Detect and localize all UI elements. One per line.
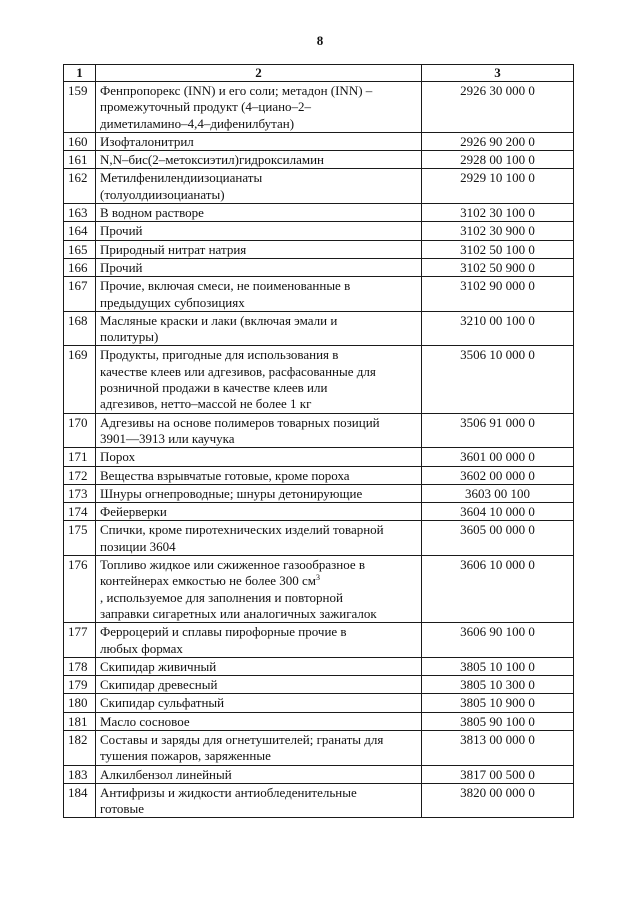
table-row — [64, 676, 574, 694]
tn-ved-code: 3817 00 500 0 — [422, 765, 574, 783]
description-line: Алкилбензол линейный — [100, 766, 232, 782]
row-number: 169 — [64, 346, 96, 413]
row-number: 163 — [64, 204, 96, 222]
description-line: В водном растворе — [100, 205, 204, 221]
description-line-cont: , используемое для заполнения и повторной — [100, 589, 343, 605]
description-line: заправки сигаретных или аналогичных зажигалок — [100, 605, 377, 621]
row-number: 170 — [64, 413, 96, 448]
tn-ved-code: 3601 00 000 0 — [422, 448, 574, 466]
item-description — [96, 521, 422, 556]
item-description — [96, 783, 422, 818]
row-number: 162 — [64, 169, 96, 204]
item-description — [96, 413, 422, 448]
description-line: Масляные краски и лаки (включая эмали и — [100, 312, 338, 328]
table-row — [64, 484, 574, 502]
tn-ved-code: 3102 90 000 0 — [422, 277, 574, 312]
table-row — [64, 311, 574, 346]
description-line: политуры) — [100, 329, 159, 345]
item-description — [96, 277, 422, 312]
goods-table — [63, 64, 574, 818]
item-description — [96, 346, 422, 413]
item-description — [96, 240, 422, 258]
item-description — [96, 765, 422, 783]
table-row — [64, 783, 574, 818]
table-row — [64, 694, 574, 712]
unit-superscript: 3 — [316, 573, 321, 583]
row-number: 166 — [64, 258, 96, 276]
row-number: 184 — [64, 783, 96, 818]
tn-ved-code: 2926 90 200 0 — [422, 132, 574, 150]
description-line: Прочий — [100, 259, 143, 275]
table-row — [64, 169, 574, 204]
tn-ved-code: 3210 00 100 0 — [422, 311, 574, 346]
description-line: Скипидар живичный — [100, 658, 217, 674]
row-number: 168 — [64, 311, 96, 346]
item-description — [96, 169, 422, 204]
description-line: Фенпропорекс (INN) и его соли; метадон (INN) – — [100, 83, 373, 98]
column-header-2: 2 — [96, 65, 422, 82]
table-row — [64, 132, 574, 150]
table-row — [64, 448, 574, 466]
table-row — [64, 204, 574, 222]
tn-ved-code: 3820 00 000 0 — [422, 783, 574, 818]
table-row — [64, 503, 574, 521]
column-header-3: 3 — [422, 65, 574, 82]
tn-ved-code: 3102 30 100 0 — [422, 204, 574, 222]
description-line: 3901—3913 или каучука — [100, 430, 235, 446]
description-line: Масло сосновое — [100, 713, 190, 729]
table-row — [64, 556, 574, 623]
row-number: 173 — [64, 484, 96, 502]
item-description — [96, 503, 422, 521]
tn-ved-code: 3805 10 300 0 — [422, 676, 574, 694]
description-line: Составы и заряды для огнетушителей; гранаты для — [100, 731, 384, 747]
row-number: 180 — [64, 694, 96, 712]
description-line: готовые — [100, 801, 144, 817]
description-line: Ферроцерий и сплавы пирофорные прочие в — [100, 624, 347, 640]
item-description — [96, 694, 422, 712]
row-number: 159 — [64, 82, 96, 133]
row-number: 165 — [64, 240, 96, 258]
description-line: предыдущих субпозициях — [100, 294, 245, 310]
tn-ved-code: 3805 10 100 0 — [422, 657, 574, 675]
item-description — [96, 712, 422, 730]
page-number: 8 — [316, 33, 324, 48]
item-description — [96, 676, 422, 694]
table-row — [64, 222, 574, 240]
tn-ved-code: 3602 00 000 0 — [422, 466, 574, 484]
tn-ved-code: 2928 00 100 0 — [422, 151, 574, 169]
table-row — [64, 623, 574, 658]
row-number: 181 — [64, 712, 96, 730]
description-line: Адгезивы на основе полимеров товарных позиций — [100, 414, 380, 430]
tn-ved-code: 3102 50 100 0 — [422, 240, 574, 258]
item-description — [96, 484, 422, 502]
tn-ved-code: 3605 00 000 0 — [422, 521, 574, 556]
table-row — [64, 277, 574, 312]
row-number: 160 — [64, 132, 96, 150]
description-line: Антифризы и жидкости антиобледенительные — [100, 784, 357, 800]
row-number: 167 — [64, 277, 96, 312]
tn-ved-code: 3606 90 100 0 — [422, 623, 574, 658]
table-row — [64, 466, 574, 484]
row-number: 172 — [64, 466, 96, 484]
item-description — [96, 82, 422, 133]
description-line: Прочий — [100, 223, 143, 239]
item-description — [96, 466, 422, 484]
description-line: Природный нитрат натрия — [100, 241, 247, 257]
description-line: качестве клеев или адгезивов, расфасованные для — [100, 363, 376, 379]
table-row — [64, 413, 574, 448]
description-line: адгезивов, нетто–массой не более 1 кг — [100, 396, 312, 412]
description-line: контейнерах емкостью не более 300 см — [100, 573, 317, 589]
description-line: Шнуры огнепроводные; шнуры детонирующие — [100, 485, 363, 501]
item-description — [96, 448, 422, 466]
column-header-1: 1 — [64, 65, 96, 82]
description-line: Прочие, включая смеси, не поименованные в — [100, 278, 351, 294]
tn-ved-code: 3813 00 000 0 — [422, 730, 574, 765]
row-number: 164 — [64, 222, 96, 240]
tn-ved-code: 3506 10 000 0 — [422, 346, 574, 413]
tn-ved-code: 2926 30 000 0 — [422, 82, 574, 133]
table-row — [64, 730, 574, 765]
tn-ved-code: 3604 10 000 0 — [422, 503, 574, 521]
table-row — [64, 346, 574, 413]
tn-ved-code: 3603 00 100 — [422, 484, 574, 502]
table-row — [64, 657, 574, 675]
description-line: Скипидар сульфатный — [100, 695, 225, 711]
table-row — [64, 765, 574, 783]
table-row — [64, 712, 574, 730]
description-line: тушения пожаров, заряженные — [100, 748, 271, 764]
description-line: Изофталонитрил — [100, 133, 194, 149]
item-description — [96, 556, 422, 623]
item-description — [96, 623, 422, 658]
tn-ved-code: 3102 30 900 0 — [422, 222, 574, 240]
description-line: Метилфенилендиизоцианаты — [100, 170, 263, 186]
description-line: Скипидар древесный — [100, 677, 218, 693]
row-number: 176 — [64, 556, 96, 623]
description-line: розничной продажи в качестве клеев или — [100, 380, 328, 396]
table-row — [64, 258, 574, 276]
tn-ved-code: 3805 90 100 0 — [422, 712, 574, 730]
description-line: любых формах — [100, 640, 183, 656]
tn-ved-code: 3606 10 000 0 — [422, 556, 574, 623]
description-line: промежуточный продукт (4–циано–2– — [100, 99, 312, 115]
tn-ved-code: 3506 91 000 0 — [422, 413, 574, 448]
description-line: Топливо жидкое или сжиженное газообразное в — [100, 557, 366, 573]
tn-ved-code: 3805 10 900 0 — [422, 694, 574, 712]
description-line: (толуолдиизоцианаты) — [100, 186, 225, 202]
table-row — [64, 240, 574, 258]
row-number: 161 — [64, 151, 96, 169]
description-line: Вещества взрывчатые готовые, кроме пороха — [100, 467, 350, 483]
table-row — [64, 521, 574, 556]
description-line: Спички, кроме пиротехнических изделий товарной — [100, 522, 384, 538]
item-description — [96, 311, 422, 346]
description-line: Продукты, пригодные для использования в — [100, 347, 339, 363]
description-line: позиции 3604 — [100, 538, 176, 554]
tn-ved-code: 2929 10 100 0 — [422, 169, 574, 204]
item-description — [96, 222, 422, 240]
row-number: 182 — [64, 730, 96, 765]
tn-ved-code: 3102 50 900 0 — [422, 258, 574, 276]
item-description — [96, 132, 422, 150]
row-number: 175 — [64, 521, 96, 556]
description-line: Порох — [100, 449, 136, 465]
description-line: Фейерверки — [100, 504, 167, 520]
row-number: 171 — [64, 448, 96, 466]
item-description — [96, 657, 422, 675]
item-description — [96, 258, 422, 276]
table-header-row — [64, 65, 574, 82]
description-line: N,N–бис(2–метоксиэтил)гидроксиламин — [100, 152, 324, 168]
item-description — [96, 730, 422, 765]
row-number: 183 — [64, 765, 96, 783]
row-number: 177 — [64, 623, 96, 658]
item-description — [96, 151, 422, 169]
row-number: 178 — [64, 657, 96, 675]
row-number: 179 — [64, 676, 96, 694]
table-row — [64, 151, 574, 169]
row-number: 174 — [64, 503, 96, 521]
table-row — [64, 82, 574, 133]
item-description — [96, 204, 422, 222]
description-line: диметиламино–4,4–дифенилбутан) — [100, 115, 295, 131]
